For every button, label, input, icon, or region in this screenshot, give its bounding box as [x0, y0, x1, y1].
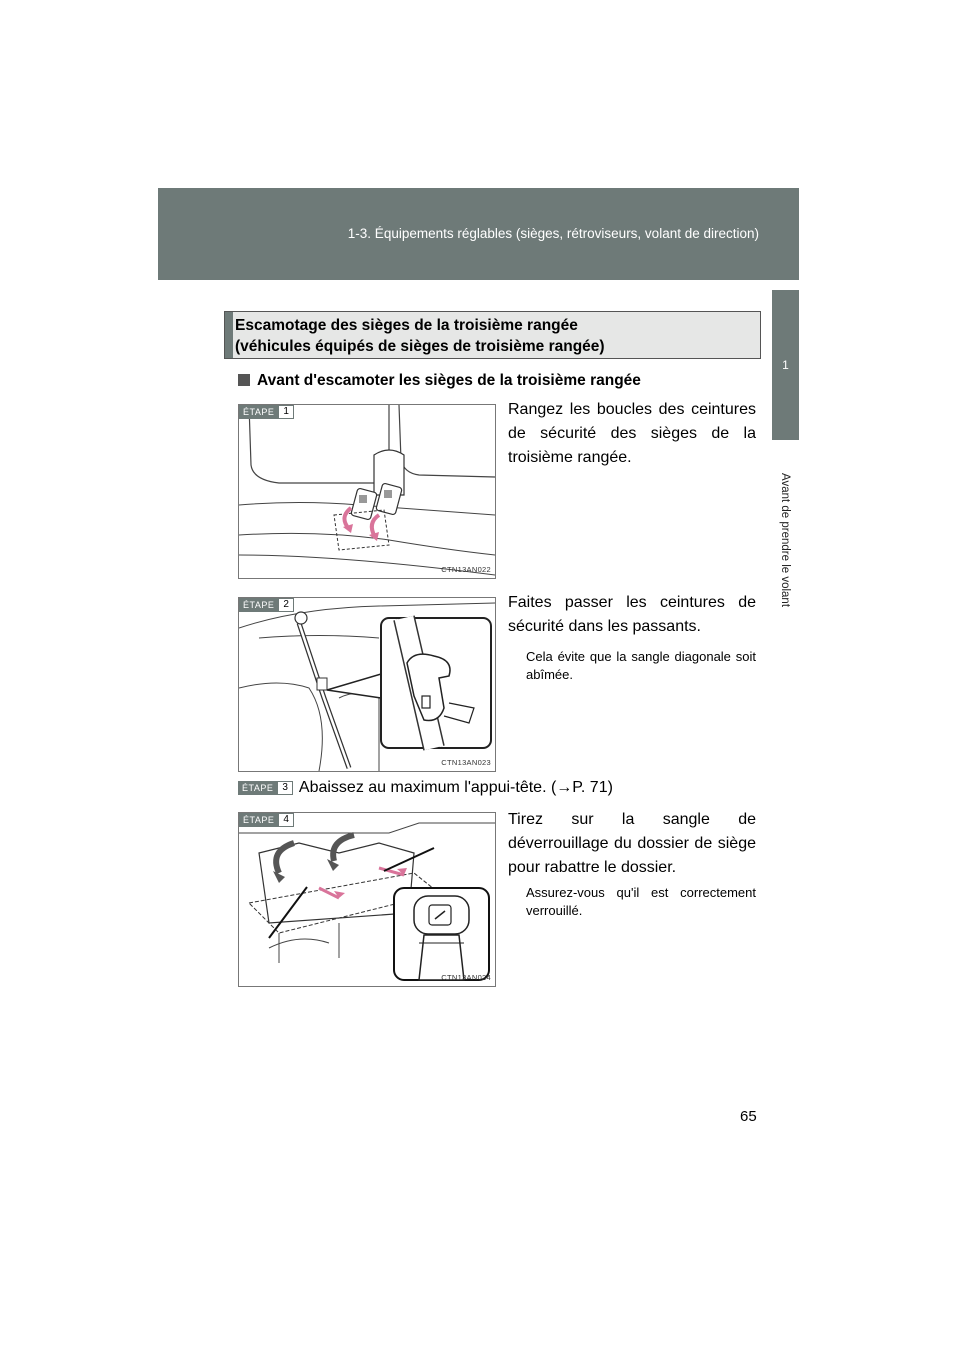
chapter-tab-label: [772, 440, 799, 640]
section-title: [235, 315, 605, 357]
step3-label: [238, 781, 293, 795]
step2-figure: [238, 597, 496, 772]
step1-text: Rangez les boucles des ceintures de sécurité des sièges de la troisième rangée.: [508, 401, 756, 466]
figure-code: CTN13AN023: [441, 758, 491, 767]
bullet-square-icon: [238, 374, 250, 386]
step2-label: [239, 598, 294, 612]
chapter-tab-label-text: Avant de prendre le volant: [779, 472, 791, 608]
section-title-box: [224, 311, 761, 359]
header-bar: [158, 188, 799, 280]
step3-text: Abaissez au maximum l'appui-tête. (→P. 71): [298, 779, 613, 796]
figure-code: CTN13AN024: [441, 973, 491, 982]
step4-label: [239, 813, 294, 827]
figure-code: CTN13AN022: [441, 565, 491, 574]
step-number: 1: [278, 405, 294, 419]
step4-note: Assurez-vous qu'il est correctement verrouillé.: [526, 885, 756, 918]
seat-buckles-illustration: [239, 405, 495, 578]
step3-row: [238, 779, 613, 797]
step-word: ÉTAPE: [238, 781, 277, 795]
subheading-text: Avant d'escamoter les sièges de la troisième rangée: [257, 372, 641, 389]
step-word: ÉTAPE: [239, 813, 278, 827]
step4-figure: [238, 812, 496, 987]
subheading: [238, 372, 641, 390]
step-word: ÉTAPE: [239, 598, 278, 612]
step2-note: Cela évite que la sangle diagonale soit abîmée.: [526, 649, 756, 682]
step-word: ÉTAPE: [239, 405, 278, 419]
step-number: 4: [278, 813, 294, 827]
section-title-line2: (véhicules équipés de sièges de troisième rangée): [235, 338, 605, 355]
step1-figure: [238, 404, 496, 579]
step-number: 3: [277, 781, 293, 795]
section-title-line1: Escamotage des sièges de la troisième rangée: [235, 317, 578, 334]
chapter-tab-number: 1: [772, 290, 799, 440]
section-accent: [225, 312, 233, 358]
page-number: 65: [740, 1108, 757, 1125]
step4-text: Tirez sur la sangle de déverrouillage du dossier de siège pour rabattre le dossier.: [508, 811, 756, 876]
step2-text: Faites passer les ceintures de sécurité dans les passants.: [508, 594, 756, 635]
chapter-title: 1-3. Équipements réglables (sièges, rétroviseurs, volant de direction): [347, 226, 759, 241]
belt-guide-illustration: [239, 598, 495, 771]
seatback-fold-illustration: [239, 813, 495, 986]
step-number: 2: [278, 598, 294, 612]
step1-label: [239, 405, 294, 419]
